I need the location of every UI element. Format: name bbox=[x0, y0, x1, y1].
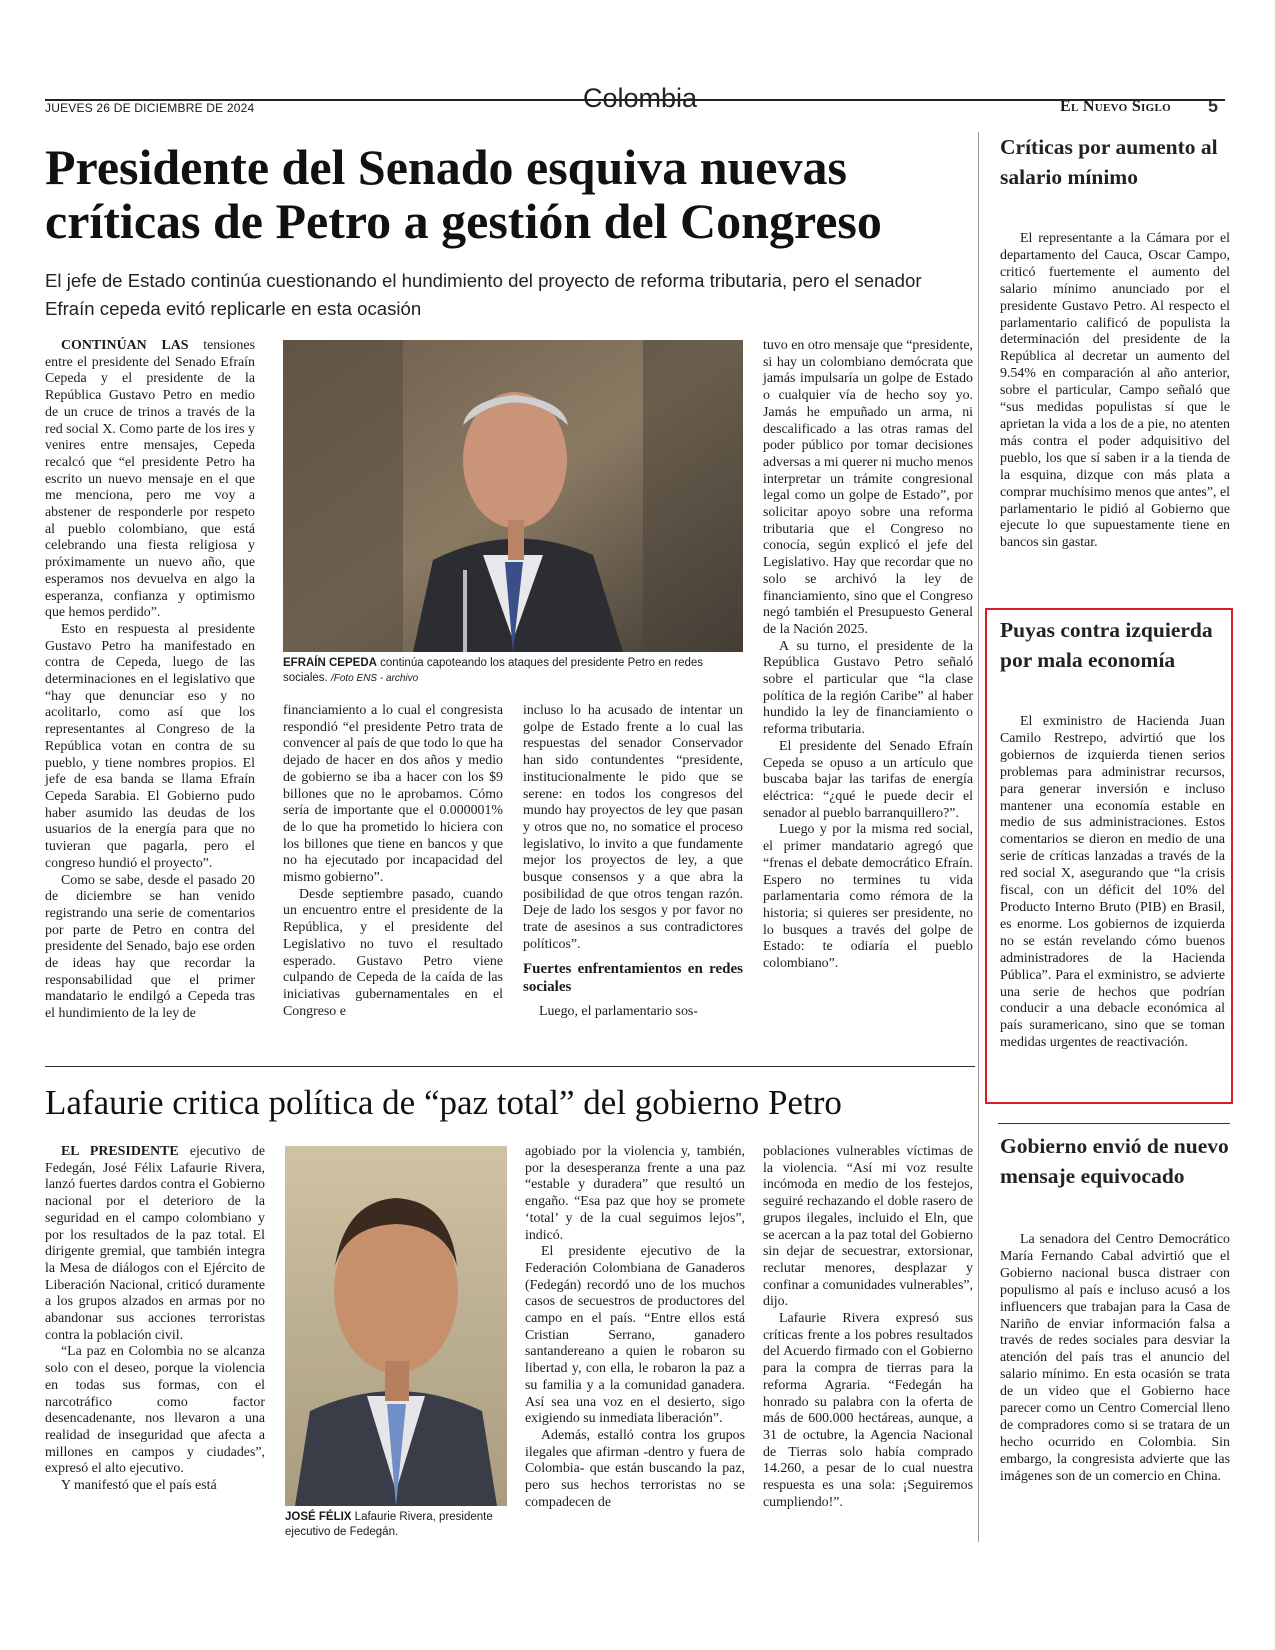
story1-paragraph: A su turno, el presidente de la República Gustavo Petro señaló sobre el particular que “la clase política de la región Caribe” al haber hundido la ley de financiamiento o reforma tributaria. bbox=[763, 638, 973, 738]
story1-photo-caption bbox=[283, 656, 743, 686]
story1-paragraph: El presidente del Senado Efraín Cepeda se opuso a un artículo que buscaba bajar las tarifas de energía eléctrica: “¿qué le puede decir el senador al pueblo barranquillero?”. bbox=[763, 738, 973, 821]
story1-paragraph: tensiones entre el presidente del Senado Efraín Cepeda y el presidente de la República Gustavo Petro en medio de un cruce de trinos a través de la red social X. Como parte de los ires y venires entre mensajes, Cepeda recalcó que “el presidente Petro ha escrito un nuevo mensaje en el que me menciona, pero me voy a abstener de responderle por respeto al pueblo colombiano, que está celebrando una fiesta religiosa y próximamente un nuevo año, que esperamos nos devuelva en algo la esperanza, confianza y optimismo que hemos perdido”. bbox=[45, 338, 255, 621]
story-divider bbox=[45, 1066, 975, 1067]
story2-paragraph: El presidente ejecutivo de la Federación Colombiana de Ganaderos (Fedegán) recordó uno de los muchos casos de secuestros de productores del campo en el país. “Entre ellos está Cristian Serrano, ganadero santandereano a quien le robaron su libertad y, con ella, le robaron la paz a su familia y a la comunidad ganadera. Así sea una voz en el desierto, sigo exigiendo su inmediata liberación”. bbox=[525, 1244, 745, 1427]
story2-photo-caption bbox=[285, 1510, 507, 1540]
newspaper-brand: El Nuevo Siglo bbox=[1060, 98, 1171, 115]
caption-text: continúa capoteando los ataques del presidente Petro en redes sociales. bbox=[283, 657, 704, 684]
caption-name: EFRAÍN CEPEDA bbox=[283, 657, 377, 669]
story1-paragraph: Desde septiembre pasado, cuando un encuentro entre el presidente de la República, y el presidente del Legislativo no tuvo el resultado esperado. Gustavo Petro viene culpando de Cepeda de la caída de las iniciativas gubernamentales en el Congreso e bbox=[283, 886, 503, 1019]
story2-paragraph: poblaciones vulnerables víctimas de la violencia. “Así mi voz resulte incómoda en medio de los festejos, seguiré rechazando el doble rasero de grupos ilegales, incluido el Eln, que se acercan a la paz total del Gobierno sin dejar de secuestrar, extorsionar, reclutar menores, desplazar y confinar a comunidades vulnerables”, dijo. bbox=[763, 1144, 973, 1310]
story2-paragraph: ejecutivo de Fedegán, José Félix Lafaurie Rivera, lanzó fuertes dardos contra el Gobierno nacional por el deterioro de la seguridad en el campo colombiano y por los resultados de la paz total. El dirigente gremial, que también integra la Mesa de diálogos con el Ejército de Liberación Nacional, criticó duramente a los grupos alzados en armas por no abandonar sus acciones terroristas contra la población civil. bbox=[45, 1144, 265, 1343]
story2-paragraph: agobiado por la violencia y, también, por la desesperanza frente a una paz “estable y duradera” que resultó un engaño. “Esa paz que hoy se promete ‘total’ y de la cual seguimos lejos”, indicó. bbox=[525, 1144, 745, 1243]
story1-headline: Presidente del Senado esquiva nuevas críticas de Petro a gestión del Congreso bbox=[45, 139, 882, 249]
story1-lead-in: CONTINÚAN LAS bbox=[61, 338, 189, 353]
caption-text: Lafaurie Rivera, presidente ejecutivo de Fedegán. bbox=[285, 1511, 493, 1538]
story1-paragraph: incluso lo ha acusado de intentar un golpe de Estado frente a lo cual las respuestas del senador Conservador han sido contundentes “presidente, institucionalmente le pido que se serene: en todos los congresos del mundo hay proyectos de ley que pasan y otros que no, no somatice el proceso legislativo, lo invito a que fundamente mejor los proyectos de ley, a que busque consensos y a que abra la posibilidad de que otros tengan razón. Deje de lado los sesgos y por favor no trate de asesinos a sus contradictores políticos”. bbox=[523, 703, 743, 952]
sidebar-item3-text: La senadora del Centro Democrático María Fernando Cabal advirtió que el Gobierno nacional busca distraer con populismo al país e incluso acusó a los influencers que trabajan para la Casa de Nariño de enviar información falsa a través de redes sociales para desviar la atención del país tras el anuncio del salario mínimo. En esta ocasión se trata de un video que el Gobierno hace parecer como un Centro Comercial lleno de compradores como si se tratara de un hecho ocurrido en Colombia. Sin embargo, la congresista advierte que las imágenes son de un comercio en China. bbox=[1000, 1232, 1230, 1484]
story1-subhead: Fuertes enfrentamientos en redes sociales bbox=[523, 960, 743, 995]
story2-headline: Lafaurie critica política de “paz total” del gobierno Petro bbox=[45, 1083, 842, 1122]
story2-column-3 bbox=[525, 1144, 745, 1511]
story2-column-1 bbox=[45, 1144, 265, 1495]
section-title: Colombia bbox=[582, 83, 698, 113]
sidebar-item2-title: Puyas contra izquierda por mala economía bbox=[1000, 618, 1213, 672]
story1-paragraph: financiamiento a lo cual el congresista respondió “el presidente Petro trata de convencer al país de que todo lo que ha dejado de hacer en dos años y medio de gobierno se iba a hacer con los $9 billones que no le aprobamos. Cómo sería de importante que el 0.000001% de lo que ha prometido lo hiciera con los billones que tiene en bancos y que no ha ejecutado por incapacidad del mismo gobierno”. bbox=[283, 703, 503, 886]
story1-column-2 bbox=[283, 703, 503, 1020]
sidebar-rule bbox=[978, 132, 979, 1542]
story2-paragraph: Lafaurie Rivera expresó sus críticas frente a los pobres resultados del Acuerdo firmado con el Gobierno para la compra de tierras para la reforma Agraria. “Fedegán ha honrado su palabra con la oferta de más de 600.000 hectáreas, aunque, a 31 de octubre, la Agencia Nacional de Tierras solo había comprado 14.260, a pesar de lo cual nuestra respuesta es una sola: ¡Seguiremos cumpliendo!”. bbox=[763, 1311, 973, 1510]
story1-column-3 bbox=[523, 703, 743, 1020]
story1-paragraph: Esto en respuesta al presidente Gustavo Petro ha manifestado en contra de Cepeda, luego de las determinaciones en el legislativo que “hay que denunciar eso y no acolitarlo, como así que los representantes al Congreso de la República votan en contra de su pueblo, y tiene nombres propios. El jefe de esa banda se llama Efraín Cepeda Sarabia. El Gobierno pudo haber asumido las deudas de los usuarios de la energía para que no tuvieran que pagarla, pero el congreso hundió el proyecto”. bbox=[45, 621, 255, 871]
story1-paragraph: Como se sabe, desde el pasado 20 de diciembre se han venido registrando una serie de comentarios por parte de Petro en contra del presidente del Senado, bajo ese orden de ideas hay que recordar la responsabilidad que el primer mandatario le endilgó a Cepeda tras el hundimiento de la ley de bbox=[45, 872, 255, 1022]
story2-paragraph: Además, estalló contra los grupos ilegales que afirman -dentro y fuera de Colombia- que están buscando la paz, pero sus hechos terroristas no se compadecen de bbox=[525, 1427, 745, 1510]
story1-photo bbox=[283, 340, 743, 652]
story2-lead-in: EL PRESIDENTE bbox=[61, 1144, 179, 1159]
sidebar-divider bbox=[998, 1123, 1230, 1124]
caption-name: JOSÉ FÉLIX bbox=[285, 1511, 352, 1523]
story1-paragraph: Luego, el parlamentario sos- bbox=[539, 1003, 698, 1019]
header-rule bbox=[45, 99, 1225, 101]
sidebar-item1-text: El representante a la Cámara por el departamento del Cauca, Oscar Campo, criticó fuertemente el aumento del salario mínimo anunciado por el presidente Gustavo Petro. Al respecto el parlamentario calificó de populista la determinación del presidente de la República al decretar un aumento del 9.54% en comparación al año anterior, sobre el particular, Campo señaló que “sus medidas populistas sí que le aprietan la vida a los de a pie, no atenten más contra el poder adquisitivo del pueblo, los que sí saben ir a la tienda de la esquina, dizque con más plata a comprar muchísimo menos que antes”, el parlamentario le pidió al Gobierno que ejecute lo que supuestamente tiene en bancos sin gastar. bbox=[1000, 231, 1230, 551]
issue-date: JUEVES 26 DE DICIEMBRE DE 2024 bbox=[45, 101, 255, 115]
story1-column-4 bbox=[763, 338, 973, 973]
story1-paragraph: tuvo en otro mensaje que “presidente, si hay un colombiano demócrata que jamás impulsaría un golpe de Estado o cualquier vía de hecho soy yo. Jamás he empuñado un arma, ni descalificado a las otras ramas del poder público por tomar decisiones adversas a mi querer ni mucho menos interpretar un trámite congresional legal como un golpe de Estado”, por solicitar apoyo sobre una reforma tributaria que el Congreso no conocía, según explicó el jefe del Legislativo. Hay que recordar que no solo se archivó la ley de financiamiento, sino que el Congreso negó también el Presupuesto General de la Nación 2025. bbox=[763, 338, 973, 637]
story1-column-1 bbox=[45, 338, 255, 1023]
story2-paragraph: Y manifestó que el país está bbox=[61, 1478, 217, 1494]
story1-deck: El jefe de Estado continúa cuestionando el hundimiento del proyecto de reforma tributaria, pero el senador Efraín cepeda evitó replicarle en esta ocasión bbox=[45, 270, 922, 319]
story2-paragraph: “La paz en Colombia no se alcanza solo con el deseo, porque la violencia en todas sus formas, con el narcotráfico como factor desencadenante, nos llevaron a una realidad de inseguridad que afecta a millones en campos y ciudades”, expresó el alto ejecutivo. bbox=[45, 1344, 265, 1477]
photo-credit: /Foto ENS - archivo bbox=[330, 673, 419, 684]
story1-paragraph: Luego y por la misma red social, el primer mandatario agregó que “frenas el debate democrático Efraín. Espero no termines tu vida parlamentaria como rémora de la historia; si quieres ser presidente, no lo busques a través del golpe de Estado: te odiaría el pueblo colombiano”. bbox=[763, 822, 973, 972]
story2-photo bbox=[285, 1146, 507, 1506]
page-number: 5 bbox=[1208, 96, 1219, 116]
story2-column-4 bbox=[763, 1144, 973, 1511]
sidebar-item1-title: Críticas por aumento al salario mínimo bbox=[1000, 135, 1218, 189]
sidebar-item3-title: Gobierno envió de nuevo mensaje equivocado bbox=[1000, 1134, 1229, 1188]
sidebar-item2-text: El exministro de Hacienda Juan Camilo Restrepo, advirtió que los gobiernos de izquierda tienen serios problemas para administrar recursos, para generar inversión e incluso mantener una economía estable en medio de sus administraciones. Estos comentarios se dieron en medio de una serie de críticas lanzadas a través de la red social X, asegurando que “la crisis fiscal, con un déficit del 10% del Producto Interno Bruto (PIB) en Brasil, es enorme. Los gobiernos de izquierda no se están revelando cómo buenos administradores de la Hacienda Pública”. Para el exministro, se advierte una serie de hechos que podrían conducir a una debacle económica al país suramericano, sino que se toman medidas urgentes de reactivación. bbox=[1000, 714, 1225, 1051]
